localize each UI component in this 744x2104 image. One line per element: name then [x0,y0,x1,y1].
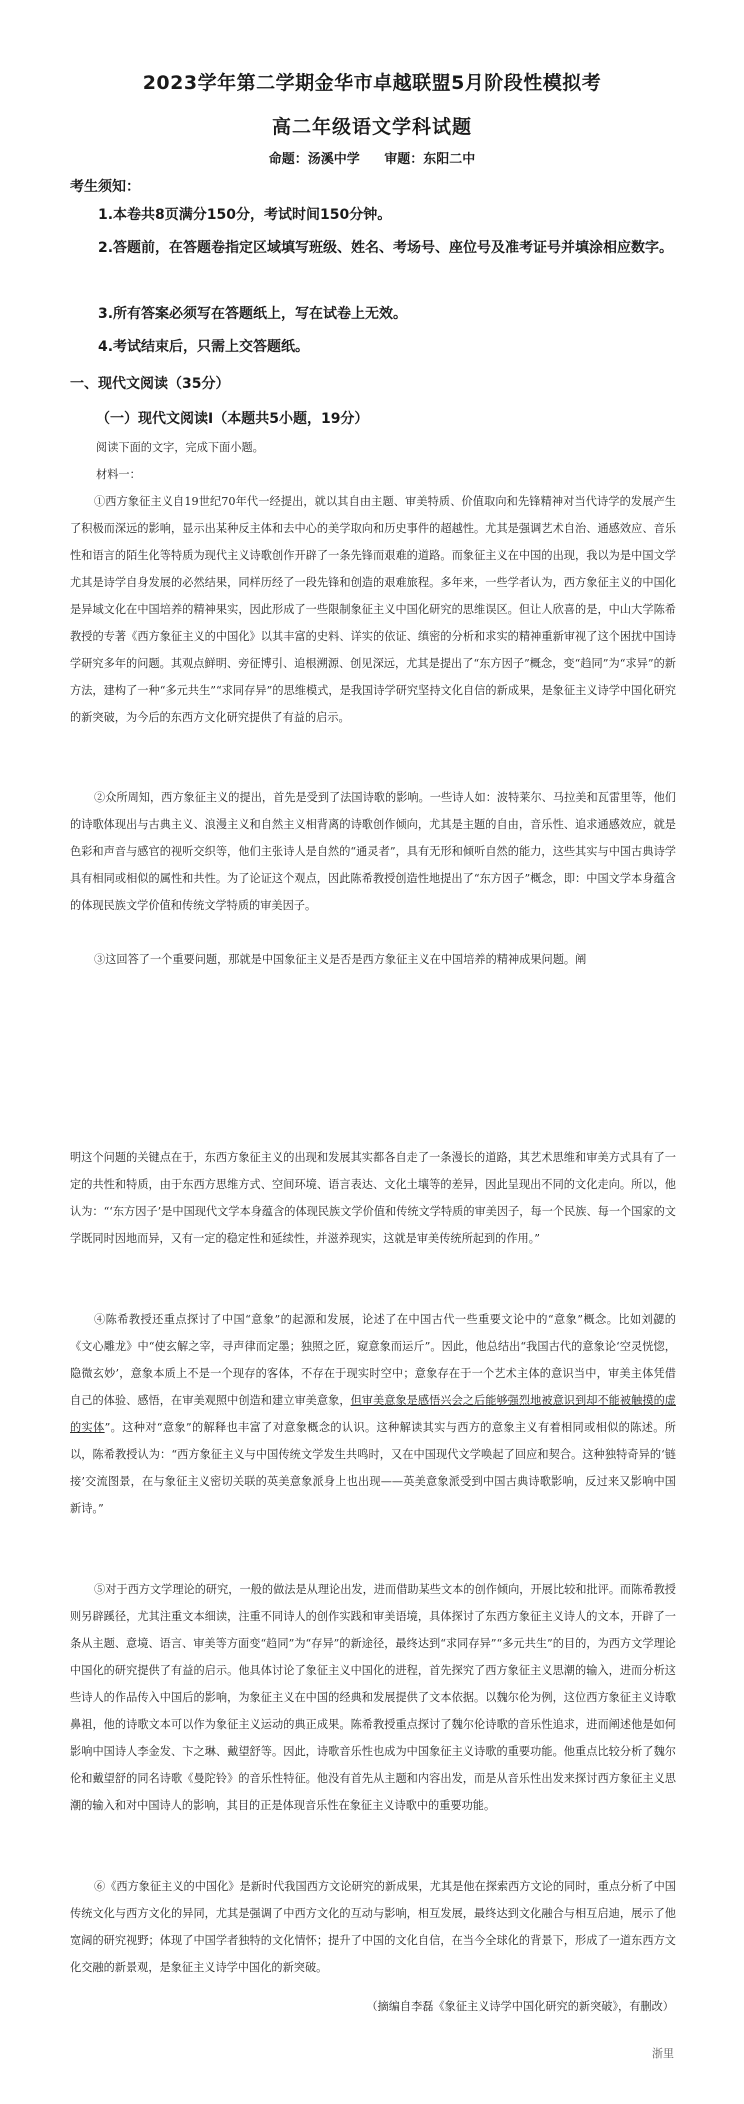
material-label: 材料一： [96,468,141,481]
notice-heading: 考生须知： [70,179,140,195]
notice-item-4: 4.考试结束后，只需上交答题纸。 [98,339,310,355]
paragraph-6: ⑥《西方象征主义的中国化》是新时代我国西方文论研究的新成果，尤其是他在探索西方文论的同时，重点分析了中国传统文化与西方文化的异同，尤其是强调了中西方文化的互动与影响，相互发展，最终达到文化融合与相互启迪，展示了他宽阔的研究视野；体现了中国学者独特的文化情怀；提升了中国的文化自信，在当今全球化的背景下，形成了一道东西方文化交融的新景观，是象征主义诗学中国化的新突破。 [70,1880,676,1974]
author-line [0,148,744,167]
paragraph-1: ①西方象征主义自19世纪70年代一经提出，就以其自由主题、审美特质、价值取向和先锋精神对当代诗学的发展产生了积极而深远的影响，显示出某种反主体和去中心的美学取向和历史事件的超越性。尤其是强调艺术自治、通感效应、音乐性和语言的陌生化等特质为现代主义诗歌创作开辟了一条先锋而艰难的道路。而象征主义在中国的出现，我以为是中国文学尤其是诗学自身发展的必然结果，同样历经了一段先锋和创造的艰难旅程。多年来，一些学者认为，西方象征主义的中国化是异域文化在中国培养的精神果实，因此形成了一些限制象征主义中国化研究的思维误区。但让人欣喜的是，中山大学陈希教授的专著《西方象征主义的中国化》以其丰富的史料、详实的依证、缜密的分析和求实的精神重新审视了这个困扰中国诗学研究多年的问题。其观点鲜明、旁征博引、追根溯源、创见深远，尤其是提出了“东方因子”概念，变“趋同”为“求异”的新方法，建构了一种“多元共生”“求同存异”的思维模式，是我国诗学研究坚持文化自信的新成果，是象征主义诗学中国化研究的新突破，为今后的东西方文化研究提供了有益的启示。 [70,495,676,724]
section-title: 一、现代文阅读（35分） [70,376,230,392]
setter-label: 命题：汤溪中学 [268,152,360,167]
reviewer-label: 审题：东阳二中 [384,152,476,167]
exam-subtitle: 高二年级语文学科试题 [271,116,472,138]
source-note: （摘编自李磊《象征主义诗学中国化研究的新突破》，有删改） [366,2000,674,2013]
section-subtitle: （一）现代文阅读Ⅰ（本题共5小题，19分） [96,411,369,427]
notice-item-3: 3.所有答案必须写在答题纸上，写在试卷上无效。 [98,306,408,322]
paragraph-4 [70,1306,676,1522]
page-footer: 浙里 [652,2047,674,2060]
underlined-sentence: 但审美意象是感悟兴会之后能够强烈地被意识到却不能被触摸的虚的实体 [70,1394,676,1434]
notice-item-1: 1.本卷共8页满分150分，考试时间150分钟。 [98,207,392,223]
reading-instruction: 阅读下面的文字，完成下面小题。 [96,441,264,454]
exam-title: 2023学年第二学期金华市卓越联盟5月阶段性模拟考 [142,72,602,94]
paragraph-4-text-a: ④陈希教授还重点探讨了中国“意象”的起源和发展，论述了在中国古代一些重要文论中的“意象”概念。比如刘勰的《文心雕龙》中“使玄解之宰，寻声律而定墨；独照之匠，窥意象而运斤”。因此，他总结出“我国古代的意象论‘空灵恍惚，隐微玄妙’，意象本质上不是一个现存的客体，不存在于现实时空中；意象存在于一个艺术主体的意识当中，审美主体凭借自己的体验、感悟，在审美观照中创造和建立审美意象， [70,1313,676,1407]
paragraph-5: ⑤对于西方文学理论的研究，一般的做法是从理论出发，进而借助某些文本的创作倾向，开展比较和批评。而陈希教授则另辟蹊径，尤其注重文本细读，注重不同诗人的创作实践和审美语境，具体探讨了东西方象征主义诗人的文本，开辟了一条从主题、意境、语言、审美等方面变“趋同”为“存异”的新途径，最终达到“求同存异”“多元共生”的目的，为西方文学理论中国化的研究提供了有益的启示。他具体讨论了象征主义中国化的进程，首先探究了西方象征主义思潮的输入，进而分析这些诗人的作品传入中国后的影响，为象征主义在中国的经典和发展提供了文本依据。以魏尔伦为例，这位西方象征主义诗歌鼻祖，他的诗歌文本可以作为象征主义运动的典正成果。陈希教授重点探讨了魏尔伦诗歌的音乐性追求，进而阐述他是如何影响中国诗人李金发、卞之琳、戴望舒等。因此，诗歌音乐性也成为中国象征主义诗歌的重要功能。他重点比较分析了魏尔伦和戴望舒的同名诗歌《曼陀铃》的音乐性特征。他没有首先从主题和内容出发，而是从音乐性出发来探讨西方象征主义思潮的输入和对中国诗人的影响，其目的正是体现音乐性在象征主义诗歌中的重要功能。 [70,1583,676,1812]
notice-item-2: 2.答题前，在答题卷指定区域填写班级、姓名、考场号、座位号及准考证号并填涂相应数字。 [98,240,674,256]
paragraph-4-text-b: ”。这种对“意象”的解释也丰富了对意象概念的认识。这种解读其实与西方的意象主义有着相同或相似的陈述。所以，陈希教授认为：“西方象征主义与中国传统文学发生共鸣时，又在中国现代文学唤起了回应和契合。这种独特奇异的‘链接’交流图景，在与象征主义密切关联的英美意象派身上也出现——英美意象派受到中国古典诗歌影响，反过来又影响中国新诗。” [70,1421,676,1515]
paragraph-2: ②众所周知，西方象征主义的提出，首先是受到了法国诗歌的影响。一些诗人如：波特莱尔、马拉美和瓦雷里等，他们的诗歌体现出与古典主义、浪漫主义和自然主义相背离的诗歌创作倾向，尤其是主题的自由，音乐性、追求通感效应，就是色彩和声音与感官的视听交织等，他们主张诗人是自然的“通灵者”，具有无形和倾听自然的能力，这些其实与中国古典诗学具有相同或相似的属性和共性。为了论证这个观点，因此陈希教授创造性地提出了“东方因子”概念，即：中国文学本身蕴含的体现民族文学价值和传统文学特质的审美因子。 [70,791,676,912]
paragraph-3-continued: 明这个问题的关键点在于，东西方象征主义的出现和发展其实都各自走了一条漫长的道路，其艺术思维和审美方式具有了一定的共性和特质，由于东西方思维方式、空间环境、语言表达、文化土壤等的差异，因此呈现出不同的文化走向。所以，他认为：“‘东方因子’是中国现代文学本身蕴含的体现民族文学价值和传统文学特质的审美因子，每一个民族、每一个国家的文学既同时因地而异，又有一定的稳定性和延续性，并滋养现实，这就是审美传统所起到的作用。” [70,1151,676,1245]
paragraph-3-start: ③这回答了一个重要问题，那就是中国象征主义是否是西方象征主义在中国培养的精神成果问题。阐 [94,953,587,966]
